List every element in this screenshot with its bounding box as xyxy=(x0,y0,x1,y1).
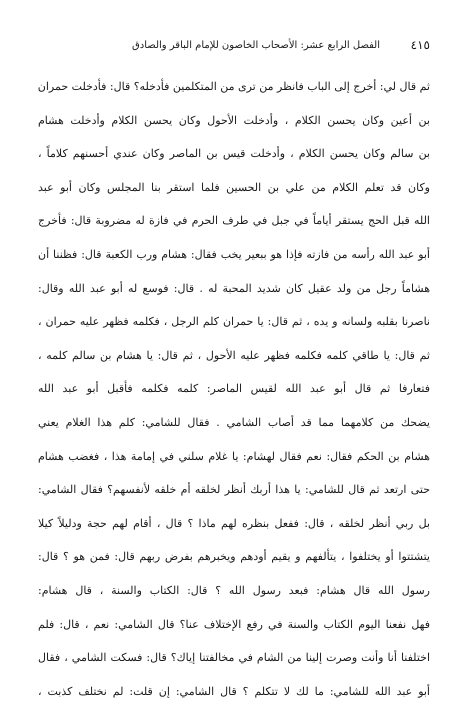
text-line: وكان قد تعلم الكلام من علي بن الحسين فلما استقر بنا المجلس وكان أبو عبد xyxy=(38,180,430,194)
text-line: حتى ارتعد ثم قال للشامي: يا هذا أربك أنظر لخلقه أم خلقه لأنفسهم؟ فقال الشامي: xyxy=(38,483,430,497)
text-line: الله قبل الحج يستقر أياماً في جبل في طرف الحرم في فازة له مضروبة قال: فأخرج xyxy=(38,214,430,228)
text-line: ثم قال: يا طاقي كلمه فكلمه فظهر عليه الأحول ، ثم قال: يا هشام بن سالم كلمه ، xyxy=(38,348,430,362)
page-header xyxy=(38,40,430,56)
page-number: ٤١٥ xyxy=(410,38,430,52)
text-line: أبو عبد الله رأسه من فازته فإذا هو ببعير يخب فقال: هشام ورب الكعبة قال: فظننا أن xyxy=(38,247,430,261)
text-line: اختلفنا أنا وأنت وصرت إلينا من الشام في مخالفتنا إياك؟ قال: فسكت الشامي ، فقال xyxy=(38,651,430,665)
chapter-title: الفصل الرابع عشر: الأصحاب الخاصون للإمام الباقر والصادق xyxy=(132,40,380,51)
text-line: بن سالم وكان يحسن الكلام ، وأدخلت قيس بن الماصر وكان عندي أحسنهم كلاماً ، xyxy=(38,147,430,161)
text-line: ناصرنا بقلبه ولسانه و يده ، ثم قال: يا حمران كلم الرجل ، فكلمه فظهر عليه حمران ، xyxy=(38,315,430,329)
text-line: بن أعين وكان يحسن الكلام ، وأدخلت الأحول وكان يحسن الكلام وأدخلت هشام xyxy=(38,113,430,127)
text-line: فتعارفا ثم قال أبو عبد الله لقيس الماصر: كلمه فكلمه فأقبل أبو عبد الله xyxy=(38,382,430,396)
body-text xyxy=(38,70,430,708)
text-line: هشاماً رجل من ولد عقيل كان شديد المحبة له . قال: فوسع له أبو عبد الله وقال: xyxy=(38,281,430,295)
text-line: يضحك من كلامهما مما قد أصاب الشامي . فقال للشامي: كلم هذا الغلام يعني xyxy=(38,415,430,429)
text-line: أبو عبد الله للشامي: ما لك لا تتكلم ؟ قال الشامي: إن قلت: لم نختلف كذبت ، xyxy=(38,684,430,698)
text-line: فهل نفعنا اليوم الكتاب والسنة في رفع الإختلاف عنا؟ قال الشامي: نعم ، قال: فلم xyxy=(38,617,430,631)
text-line: ثم قال لي: أخرج إلى الباب فانظر من ترى من المتكلمين فأدخله؟ قال: فأدخلت حمران xyxy=(38,80,430,93)
text-line: بل ربي أنظر لخلقه ، قال: ففعل بنظره لهم ماذا ؟ قال ، أقام لهم حجة ودليلاً كيلا xyxy=(38,516,430,530)
text-line: يتشتتوا أو يختلفوا ، يتألفهم و يقيم أودهم ويخبرهم بفرض ربهم قال: فمن هو ؟ قال: xyxy=(38,550,430,564)
text-line: هشام بن الحكم فقال: نعم فقال لهشام: يا غلام سلني في إمامة هذا ، فغضب هشام xyxy=(38,449,430,463)
text-line: رسول الله قال هشام: فبعد رسول الله ؟ قال: الكتاب والسنة ، قال هشام: xyxy=(38,583,430,597)
